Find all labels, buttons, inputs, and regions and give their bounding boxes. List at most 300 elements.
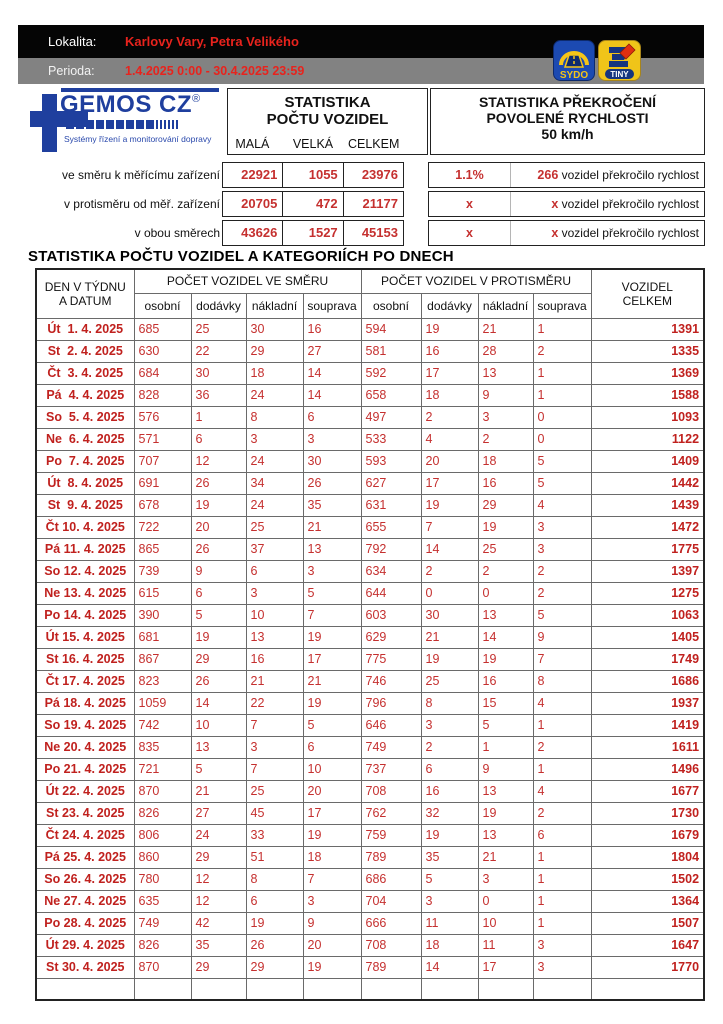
total-cell: 1647 [591,934,704,956]
day-cell: St 9. 4. 2025 [36,494,134,516]
day-cell: Pá 4. 4. 2025 [36,384,134,406]
value-cell: 691 [134,472,191,494]
value-cell: 6 [421,758,478,780]
table-row [36,516,704,538]
speed-percent: x [429,192,511,216]
value-cell: 14 [478,626,533,648]
value-cell: 19 [191,494,246,516]
value-cell: 2 [533,802,591,824]
day-cell: So 19. 4. 2025 [36,714,134,736]
value-cell: 11 [421,912,478,934]
value-cell: 828 [134,384,191,406]
value-cell: 34 [246,472,303,494]
total-cell: 1335 [591,340,704,362]
value-cell: 19 [303,956,361,978]
value-cell: 15 [478,692,533,714]
value-cell: 17 [421,472,478,494]
day-cell: Út 8. 4. 2025 [36,472,134,494]
speed-title-3: 50 km/h [541,126,594,142]
value-cell: 25 [246,780,303,802]
value-cell: 21 [303,670,361,692]
table-row [36,406,704,428]
count-row-3 [222,220,404,246]
value-cell: 5 [303,714,361,736]
gemos-logo [30,88,228,154]
value-cell: 21 [478,846,533,868]
count-cell: 1055 [283,163,343,187]
table-row [36,582,704,604]
value-cell: 19 [478,802,533,824]
day-cell: So 26. 4. 2025 [36,868,134,890]
value-cell: 10 [478,912,533,934]
subcol-header: dodávky [191,293,246,318]
day-cell: Ne 6. 4. 2025 [36,428,134,450]
value-cell: 644 [361,582,421,604]
day-cell: St 23. 4. 2025 [36,802,134,824]
value-cell: 25 [246,516,303,538]
value-cell: 10 [303,758,361,780]
value-cell: 860 [134,846,191,868]
count-cell: 21177 [362,196,398,211]
gemos-tagline: Systémy řízení a monitorování dopravy [64,134,212,144]
value-cell: 19 [191,626,246,648]
value-cell: 17 [478,956,533,978]
value-cell: 2 [533,582,591,604]
total-cell: 1275 [591,582,704,604]
value-cell: 5 [421,868,478,890]
value-cell: 5 [533,450,591,472]
sydo-logo-icon [553,40,595,81]
speed-count: x [551,197,559,211]
value-cell: 19 [303,626,361,648]
value-cell: 24 [246,384,303,406]
value-cell: 576 [134,406,191,428]
value-cell: 25 [191,318,246,340]
value-cell: 19 [421,824,478,846]
total-cell: 1679 [591,824,704,846]
value-cell: 865 [134,538,191,560]
table-row [36,428,704,450]
value-cell: 0 [533,428,591,450]
value-cell: 826 [134,934,191,956]
value-cell: 3 [246,582,303,604]
total-cell: 1369 [591,362,704,384]
day-cell: Po 7. 4. 2025 [36,450,134,472]
tiny-label: TINY [610,70,629,79]
value-cell: 6 [303,406,361,428]
value-cell: 3 [421,714,478,736]
speed-text: vozidel překročilo rychlost [558,226,699,240]
count-row-1 [222,162,404,188]
empty-cell [361,978,421,1000]
table-row [36,318,704,340]
table-row [36,956,704,978]
day-cell: So 12. 4. 2025 [36,560,134,582]
value-cell: 21 [421,626,478,648]
value-cell: 14 [421,538,478,560]
value-cell: 35 [303,494,361,516]
empty-cell [533,978,591,1000]
speed-title-1: STATISTIKA PŘEKROČENÍ [478,94,657,110]
subcol-header: nákladní [246,293,303,318]
total-cell: 1364 [591,890,704,912]
direction-group-header: POČET VOZIDEL VE SMĚRU [134,269,361,293]
value-cell: 14 [303,362,361,384]
value-cell: 9 [303,912,361,934]
day-cell: Út 22. 4. 2025 [36,780,134,802]
value-cell: 20 [421,450,478,472]
value-cell: 17 [303,802,361,824]
value-cell: 12 [191,868,246,890]
value-cell: 13 [246,626,303,648]
total-cell: 1063 [591,604,704,626]
value-cell: 1 [533,362,591,384]
value-cell: 593 [361,450,421,472]
value-cell: 12 [191,890,246,912]
value-cell: 14 [191,692,246,714]
total-cell: 1419 [591,714,704,736]
value-cell: 704 [361,890,421,912]
opposite-group-header: POČET VOZIDEL V PROTISMĚRU [361,269,591,293]
empty-cell [246,978,303,1000]
perioda-label: Perioda: [48,64,95,78]
value-cell: 26 [191,670,246,692]
empty-cell [134,978,191,1000]
value-cell: 3 [478,868,533,890]
day-column-header: DEN V TÝDNU A DATUM [36,269,134,318]
direction-label-2: v protisměru od měř. zařízení [63,197,220,211]
value-cell: 29 [246,340,303,362]
value-cell: 10 [191,714,246,736]
value-cell: 5 [303,582,361,604]
total-cell: 1804 [591,846,704,868]
value-cell: 26 [191,538,246,560]
table-row [36,538,704,560]
value-cell: 35 [191,934,246,956]
value-cell: 627 [361,472,421,494]
value-cell: 2 [478,428,533,450]
value-cell: 36 [191,384,246,406]
value-cell: 0 [478,582,533,604]
vehicle-count-title-2: POČTU VOZIDEL [266,111,389,128]
value-cell: 16 [246,648,303,670]
value-cell: 635 [134,890,191,912]
value-cell: 739 [134,560,191,582]
day-cell: Út 1. 4. 2025 [36,318,134,340]
value-cell: 20 [303,780,361,802]
day-cell: Ne 13. 4. 2025 [36,582,134,604]
value-cell: 6 [533,824,591,846]
table-row [36,780,704,802]
value-cell: 497 [361,406,421,428]
value-cell: 646 [361,714,421,736]
value-cell: 3 [533,516,591,538]
table-row [36,714,704,736]
value-cell: 7 [246,758,303,780]
value-cell: 867 [134,648,191,670]
value-cell: 792 [361,538,421,560]
value-cell: 22 [191,340,246,362]
value-cell: 2 [533,340,591,362]
value-cell: 21 [303,516,361,538]
gemos-name: GEMOS CZ® [60,91,201,118]
tiny-logo-icon [598,40,641,81]
value-cell: 20 [191,516,246,538]
value-cell: 6 [246,560,303,582]
speed-row-3 [428,220,705,246]
value-cell: 14 [421,956,478,978]
day-cell: Po 21. 4. 2025 [36,758,134,780]
value-cell: 25 [421,670,478,692]
table-row [36,912,704,934]
total-cell: 1093 [591,406,704,428]
total-cell: 1588 [591,384,704,406]
col-header-velka: VELKÁ [292,137,334,151]
empty-cell [478,978,533,1000]
value-cell: 3 [303,428,361,450]
table-row [36,472,704,494]
value-cell: 796 [361,692,421,714]
value-cell: 4 [533,780,591,802]
value-cell: 13 [191,736,246,758]
speed-percent: 1.1% [429,163,511,187]
value-cell: 603 [361,604,421,626]
total-cell: 1775 [591,538,704,560]
value-cell: 16 [478,670,533,692]
day-cell: Út 29. 4. 2025 [36,934,134,956]
value-cell: 684 [134,362,191,384]
subcol-header: souprava [533,293,591,318]
value-cell: 708 [361,934,421,956]
speed-title-2: POVOLENÉ RYCHLOSTI [486,110,649,126]
value-cell: 29 [191,648,246,670]
value-cell: 21 [246,670,303,692]
day-cell: Čt 17. 4. 2025 [36,670,134,692]
value-cell: 742 [134,714,191,736]
value-cell: 823 [134,670,191,692]
value-cell: 27 [191,802,246,824]
total-cell: 1502 [591,868,704,890]
value-cell: 655 [361,516,421,538]
table-row [36,934,704,956]
value-cell: 37 [246,538,303,560]
value-cell: 19 [421,648,478,670]
value-cell: 30 [191,362,246,384]
count-cell: 23976 [361,167,398,182]
table-row [36,736,704,758]
total-cell: 1472 [591,516,704,538]
value-cell: 0 [533,406,591,428]
table-row [36,890,704,912]
speed-row-1 [428,162,705,188]
total-cell: 1442 [591,472,704,494]
total-cell: 1611 [591,736,704,758]
table-row [36,384,704,406]
table-row [36,846,704,868]
value-cell: 2 [478,560,533,582]
value-cell: 749 [134,912,191,934]
value-cell: 16 [303,318,361,340]
value-cell: 9 [533,626,591,648]
count-cell: 472 [283,192,343,216]
value-cell: 22 [246,692,303,714]
lokalita-value: Karlovy Vary, Petra Velikého [125,34,299,49]
value-cell: 29 [191,956,246,978]
value-cell: 14 [303,384,361,406]
day-cell: St 2. 4. 2025 [36,340,134,362]
total-cell: 1507 [591,912,704,934]
value-cell: 1 [533,714,591,736]
value-cell: 45 [246,802,303,824]
total-cell: 1677 [591,780,704,802]
value-cell: 26 [303,472,361,494]
value-cell: 10 [246,604,303,626]
value-cell: 18 [421,384,478,406]
value-cell: 33 [246,824,303,846]
value-cell: 1 [533,890,591,912]
day-cell: Pá 11. 4. 2025 [36,538,134,560]
total-cell: 1749 [591,648,704,670]
value-cell: 3 [533,956,591,978]
total-cell: 1391 [591,318,704,340]
total-cell: 1122 [591,428,704,450]
day-cell: So 5. 4. 2025 [36,406,134,428]
total-cell: 1770 [591,956,704,978]
value-cell: 571 [134,428,191,450]
value-cell: 42 [191,912,246,934]
value-cell: 806 [134,824,191,846]
speed-count: x [551,226,559,240]
total-cell: 1405 [591,626,704,648]
value-cell: 13 [478,604,533,626]
subcol-header: osobní [361,293,421,318]
speed-title-box [430,88,705,155]
total-cell: 1730 [591,802,704,824]
value-cell: 762 [361,802,421,824]
value-cell: 737 [361,758,421,780]
value-cell: 2 [421,560,478,582]
value-cell: 17 [303,648,361,670]
value-cell: 835 [134,736,191,758]
value-cell: 746 [361,670,421,692]
daily-table-title: STATISTIKA POČTU VOZIDEL A KATEGORIÍCH PO DNECH [28,248,454,265]
subcol-header: dodávky [421,293,478,318]
day-cell: Čt 24. 4. 2025 [36,824,134,846]
perioda-value: 1.4.2025 0:00 - 30.4.2025 23:59 [125,64,305,78]
gemos-squares-icon [66,120,178,129]
col-header-celkem: CELKEM [347,137,400,151]
value-cell: 3 [533,934,591,956]
value-cell: 870 [134,780,191,802]
value-cell: 7 [303,868,361,890]
value-cell: 13 [478,824,533,846]
value-cell: 4 [533,494,591,516]
speed-count: 266 [537,168,559,182]
value-cell: 16 [421,780,478,802]
value-cell: 707 [134,450,191,472]
value-cell: 7 [421,516,478,538]
value-cell: 5 [533,604,591,626]
value-cell: 3 [533,538,591,560]
value-cell: 5 [478,714,533,736]
table-row [36,758,704,780]
day-cell: Pá 25. 4. 2025 [36,846,134,868]
value-cell: 1 [533,868,591,890]
value-cell: 8 [421,692,478,714]
total-cell: 1439 [591,494,704,516]
value-cell: 18 [421,934,478,956]
total-cell: 1686 [591,670,704,692]
count-cell: 1527 [283,221,343,245]
value-cell: 3 [246,428,303,450]
empty-cell [303,978,361,1000]
empty-row [36,978,704,1000]
empty-cell [421,978,478,1000]
table-row [36,604,704,626]
speed-text: vozidel překročilo rychlost [558,168,699,182]
value-cell: 0 [478,890,533,912]
table-row [36,450,704,472]
subcol-header: souprava [303,293,361,318]
value-cell: 2 [421,406,478,428]
value-cell: 9 [191,560,246,582]
value-cell: 19 [478,648,533,670]
day-cell: Po 28. 4. 2025 [36,912,134,934]
value-cell: 1 [533,846,591,868]
value-cell: 8 [246,868,303,890]
value-cell: 30 [246,318,303,340]
value-cell: 24 [246,494,303,516]
value-cell: 533 [361,428,421,450]
value-cell: 19 [246,912,303,934]
value-cell: 16 [478,472,533,494]
value-cell: 26 [246,934,303,956]
value-cell: 634 [361,560,421,582]
value-cell: 0 [421,582,478,604]
table-row [36,802,704,824]
table-row [36,670,704,692]
speed-row-2 [428,191,705,217]
value-cell: 27 [303,340,361,362]
value-cell: 749 [361,736,421,758]
value-cell: 17 [421,362,478,384]
value-cell: 7 [303,604,361,626]
day-cell: Čt 3. 4. 2025 [36,362,134,384]
value-cell: 775 [361,648,421,670]
value-cell: 24 [191,824,246,846]
day-cell: Ne 20. 4. 2025 [36,736,134,758]
value-cell: 870 [134,956,191,978]
value-cell: 5 [191,604,246,626]
day-cell: St 16. 4. 2025 [36,648,134,670]
value-cell: 1 [533,758,591,780]
value-cell: 594 [361,318,421,340]
count-cell: 22921 [223,163,283,187]
value-cell: 826 [134,802,191,824]
day-cell: Pá 18. 4. 2025 [36,692,134,714]
value-cell: 12 [191,450,246,472]
value-cell: 24 [246,450,303,472]
subcol-header: osobní [134,293,191,318]
table-row [36,868,704,890]
value-cell: 686 [361,868,421,890]
direction-label-3: v obou směrech [134,226,220,240]
vehicle-count-title-1: STATISTIKA [284,94,371,111]
lokalita-label: Lokalita: [48,34,97,49]
value-cell: 2 [533,736,591,758]
value-cell: 18 [246,362,303,384]
value-cell: 4 [533,692,591,714]
